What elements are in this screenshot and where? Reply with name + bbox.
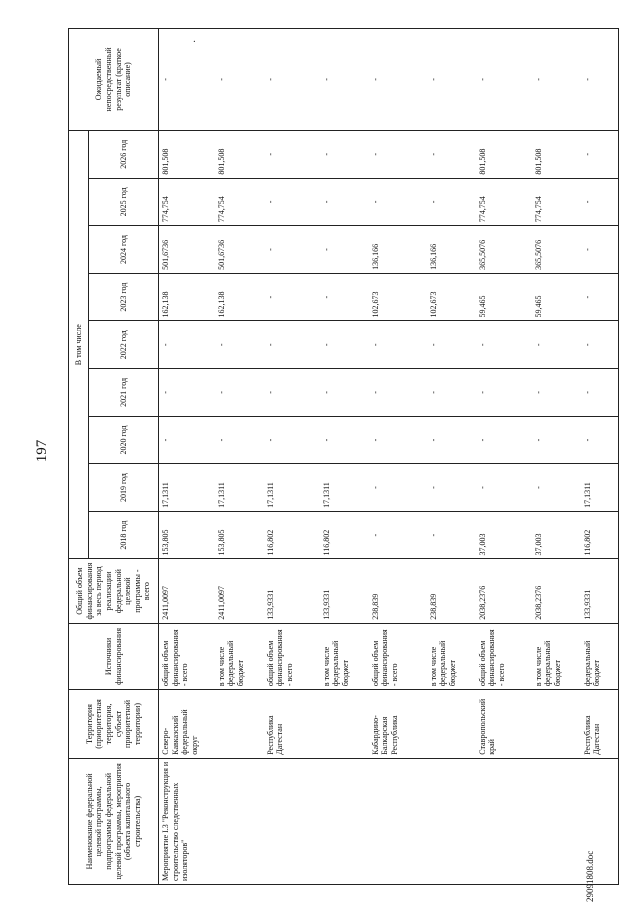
cell-result: - — [476, 29, 532, 131]
cell-year-value: - — [427, 178, 476, 226]
cell-year-value: 116,802 — [264, 511, 320, 559]
cell-year-value: 801,508 — [532, 130, 581, 178]
cell-name — [264, 758, 320, 884]
table-body — [159, 29, 619, 885]
cell-year-value: - — [369, 321, 427, 369]
cell-source: в том числе федеральный бюджет — [427, 623, 476, 689]
cell-result: - — [532, 29, 581, 131]
header-in-that-number: В том числе — [69, 130, 89, 559]
cell-year-value: - — [532, 321, 581, 369]
cell-year-value: 774,754 — [159, 178, 215, 226]
cell-year-value: 153,805 — [215, 511, 264, 559]
table-row — [369, 29, 427, 885]
cell-year-value: 102,673 — [427, 273, 476, 321]
cell-result: - — [581, 29, 619, 131]
cell-total: 2038,2376 — [532, 559, 581, 623]
cell-year-value: 801,508 — [159, 130, 215, 178]
cell-year-value: - — [369, 511, 427, 559]
cell-result: - — [320, 29, 369, 131]
cell-result: - — [369, 29, 427, 131]
cell-total: 133,9331 — [320, 559, 369, 623]
cell-year-value: - — [320, 416, 369, 464]
cell-year-value: 774,754 — [532, 178, 581, 226]
cell-year-value: 37,003 — [532, 511, 581, 559]
cell-source: общий объем финансирования - всего — [369, 623, 427, 689]
header-year: 2021 год — [89, 369, 159, 417]
cell-year-value: - — [264, 178, 320, 226]
financing-table — [68, 28, 619, 885]
header-year: 2019 год — [89, 464, 159, 512]
cell-year-value: - — [476, 369, 532, 417]
header-year: 2023 год — [89, 273, 159, 321]
cell-territory — [532, 690, 581, 759]
cell-year-value: 136,166 — [427, 226, 476, 274]
cell-territory — [215, 690, 264, 759]
cell-territory: Республика Дагестан — [581, 690, 619, 759]
cell-year-value: - — [159, 369, 215, 417]
cell-year-value: 801,508 — [476, 130, 532, 178]
cell-year-value: - — [427, 416, 476, 464]
cell-year-value: - — [369, 130, 427, 178]
header-name: Наименование федеральной целевой программы, подпрограммы федеральной целевой программы, мероприятия (объекта капитального строительства) — [69, 758, 159, 884]
cell-total: 2038,2376 — [476, 559, 532, 623]
cell-year-value: 774,754 — [215, 178, 264, 226]
cell-territory: Ставропольский край — [476, 690, 532, 759]
cell-year-value: - — [427, 369, 476, 417]
table-row — [215, 29, 264, 885]
cell-year-value: - — [476, 321, 532, 369]
cell-year-value: 17,1311 — [320, 464, 369, 512]
header-source: Источники финансирования — [69, 623, 159, 689]
cell-year-value: 774,754 — [476, 178, 532, 226]
cell-territory: Северо-Кавказский федеральный округ — [159, 690, 215, 759]
cell-result: - — [264, 29, 320, 131]
header-year: 2020 год — [89, 416, 159, 464]
cell-year-value: - — [369, 178, 427, 226]
cell-year-value: - — [427, 511, 476, 559]
cell-year-value: - — [320, 130, 369, 178]
cell-year-value: 59,465 — [532, 273, 581, 321]
cell-year-value: - — [581, 130, 619, 178]
table-row — [159, 29, 215, 885]
cell-name — [320, 758, 369, 884]
cell-year-value: - — [476, 416, 532, 464]
cell-year-value: - — [320, 226, 369, 274]
cell-source: федеральный бюджет — [581, 623, 619, 689]
header-total: Общий объем финансирования за весь период реализации федеральной целевой программы - всего — [69, 559, 159, 623]
cell-name — [369, 758, 427, 884]
header-result: Ожидаемый непосредственный результат (краткое описание) — [69, 29, 159, 131]
header-year: 2018 год — [89, 511, 159, 559]
cell-year-value: - — [159, 416, 215, 464]
cell-year-value: 136,166 — [369, 226, 427, 274]
cell-year-value: - — [581, 321, 619, 369]
cell-year-value: - — [532, 369, 581, 417]
cell-name — [532, 758, 581, 884]
footer-doc-name: 29091808.doc — [585, 850, 595, 902]
cell-year-value: - — [320, 273, 369, 321]
cell-source: в том числе федеральный бюджет — [320, 623, 369, 689]
cell-source: общий объем финансирования - всего — [476, 623, 532, 689]
cell-total: 133,9331 — [264, 559, 320, 623]
cell-year-value: 162,138 — [159, 273, 215, 321]
cell-year-value: - — [581, 226, 619, 274]
cell-territory — [320, 690, 369, 759]
cell-year-value: 162,138 — [215, 273, 264, 321]
cell-year-value: 17,1311 — [215, 464, 264, 512]
cell-year-value: 102,673 — [369, 273, 427, 321]
page-mark: · — [190, 39, 201, 43]
cell-year-value: - — [581, 273, 619, 321]
cell-year-value: - — [215, 321, 264, 369]
cell-territory — [427, 690, 476, 759]
cell-total: 238,839 — [369, 559, 427, 623]
cell-year-value: - — [264, 369, 320, 417]
table-row — [581, 29, 619, 885]
cell-year-value: - — [264, 416, 320, 464]
cell-year-value: - — [369, 369, 427, 417]
cell-year-value: - — [532, 464, 581, 512]
cell-territory: Республика Дагестан — [264, 690, 320, 759]
cell-year-value: - — [320, 178, 369, 226]
cell-year-value: - — [215, 416, 264, 464]
cell-year-value: - — [427, 464, 476, 512]
cell-source: в том числе федеральный бюджет — [532, 623, 581, 689]
cell-year-value: 116,802 — [320, 511, 369, 559]
cell-year-value: 17,1311 — [159, 464, 215, 512]
cell-total: 238,839 — [427, 559, 476, 623]
table-row — [320, 29, 369, 885]
cell-year-value: - — [369, 416, 427, 464]
cell-result: - — [159, 29, 215, 131]
header-year: 2025 год — [89, 178, 159, 226]
cell-name — [215, 758, 264, 884]
cell-year-value: - — [320, 321, 369, 369]
page-number: 197 — [34, 439, 50, 463]
cell-year-value: - — [427, 321, 476, 369]
cell-year-value: - — [264, 130, 320, 178]
header-territory: Территория (приоритетная территория, субъект приоритетной территории) — [69, 690, 159, 759]
cell-year-value: - — [581, 369, 619, 417]
cell-year-value: 17,1311 — [581, 464, 619, 512]
cell-name: Мероприятие I.3 "Реконструкция и строительство следственных изоляторов" — [159, 758, 215, 884]
cell-source: общий объем финансирования - всего — [264, 623, 320, 689]
table-row — [264, 29, 320, 885]
cell-year-value: - — [215, 369, 264, 417]
cell-year-value: - — [159, 321, 215, 369]
cell-year-value: 501,6736 — [159, 226, 215, 274]
cell-year-value: - — [581, 178, 619, 226]
cell-source: общий объем финансирования - всего — [159, 623, 215, 689]
table-row — [476, 29, 532, 885]
cell-year-value: - — [369, 464, 427, 512]
cell-total: 2411,0097 — [215, 559, 264, 623]
cell-year-value: 59,465 — [476, 273, 532, 321]
header-year: 2026 год — [89, 130, 159, 178]
cell-year-value: - — [264, 321, 320, 369]
cell-name — [476, 758, 532, 884]
cell-year-value: - — [532, 416, 581, 464]
header-year: 2024 год — [89, 226, 159, 274]
cell-year-value: 501,6736 — [215, 226, 264, 274]
cell-year-value: 801,508 — [215, 130, 264, 178]
cell-name — [427, 758, 476, 884]
cell-year-value: 153,805 — [159, 511, 215, 559]
cell-year-value: 365,5076 — [476, 226, 532, 274]
cell-year-value: 17,1311 — [264, 464, 320, 512]
header-year: 2022 год — [89, 321, 159, 369]
cell-source: в том числе федеральный бюджет — [215, 623, 264, 689]
cell-total: 2411,0097 — [159, 559, 215, 623]
cell-year-value: - — [427, 130, 476, 178]
cell-result: - — [427, 29, 476, 131]
cell-year-value: - — [581, 416, 619, 464]
cell-total: 133,9331 — [581, 559, 619, 623]
cell-year-value: 116,802 — [581, 511, 619, 559]
cell-year-value: - — [476, 464, 532, 512]
cell-year-value: - — [264, 226, 320, 274]
cell-year-value: 37,003 — [476, 511, 532, 559]
cell-territory: Кабардино-Балкарская Республика — [369, 690, 427, 759]
table-row — [427, 29, 476, 885]
table-row — [532, 29, 581, 885]
cell-year-value: 365,5076 — [532, 226, 581, 274]
cell-year-value: - — [320, 369, 369, 417]
cell-year-value: - — [264, 273, 320, 321]
cell-result: - — [215, 29, 264, 131]
